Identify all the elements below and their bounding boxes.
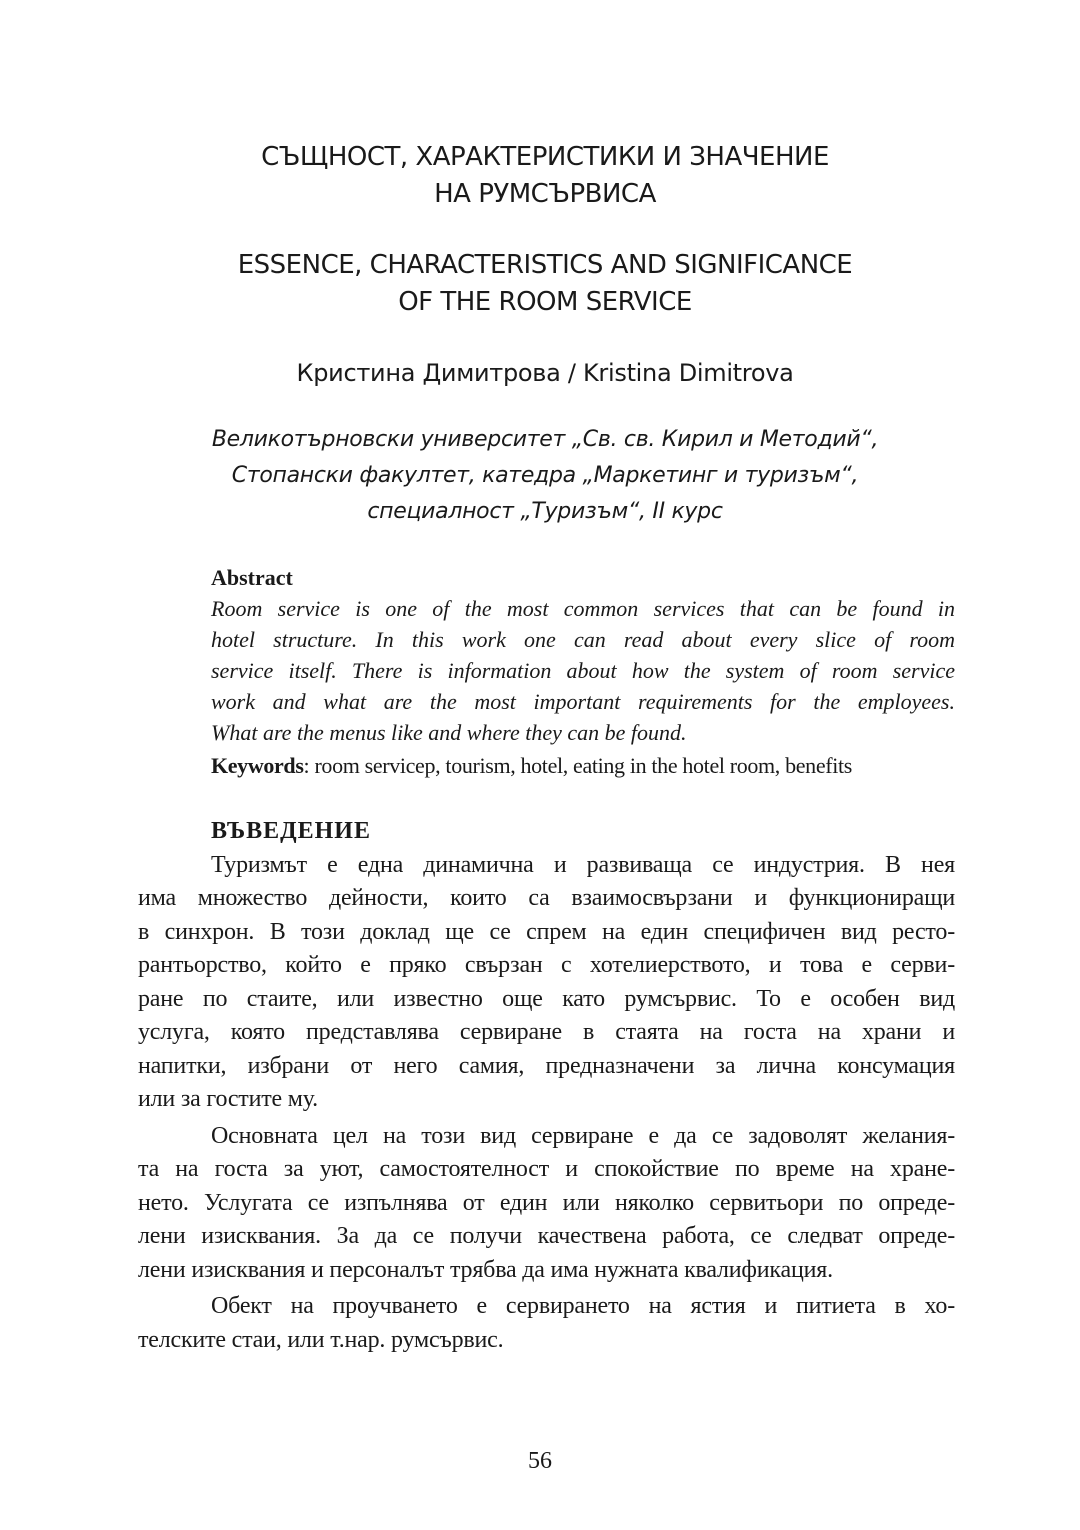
abstract-line: service itself. There is information about how the system of room service: [211, 658, 955, 683]
body-text: [138, 815, 955, 1357]
paragraph-line: услуга, която представлява сервиране в стаята на госта на храни и: [138, 1019, 955, 1045]
abstract-block: [211, 562, 955, 781]
abstract-line: work and what are the most important requirements for the employees.: [211, 689, 955, 714]
paragraph-line: телските стаи, или т.нар. румсървис.: [138, 1326, 504, 1353]
abstract-heading: Abstract: [211, 565, 293, 590]
paragraph-line: лени изисквания. За да се получи качествена работа, се следват опреде-: [138, 1223, 955, 1249]
paragraph-line: лени изисквания и персоналът трябва да има нужната квалификация.: [138, 1256, 833, 1283]
affiliation-line-3: специалност „Туризъм“, II курс: [367, 499, 723, 524]
title-english: [140, 247, 950, 321]
paragraph-line: или за гостите му.: [138, 1086, 318, 1112]
paragraph-line: в синхрон. В този доклад ще се спрем на един специфичен вид ресто-: [138, 918, 955, 945]
paragraph-line: Туризмът е една динамична и развиваща се индустрия. В нея: [211, 851, 955, 878]
keywords-label: Keywords: [211, 753, 304, 778]
affiliation-line-2: Стопански факултет, катедра „Маркетинг и туризъм“,: [231, 463, 859, 488]
paragraph-line: Обект на проучването е сервирането на ястия и питиета в хо-: [211, 1293, 955, 1319]
paragraph-line: та на госта за уют, самостоятелност и спокойствие по време на хране-: [138, 1156, 955, 1182]
author-affiliation: [130, 422, 960, 530]
abstract-line: Room service is one of the most common services that can be found in: [211, 596, 955, 621]
abstract-line: What are the menus like and where they can be found.: [211, 720, 687, 745]
title-bg-line-2: НА РУМСЪРВИСА: [434, 179, 656, 209]
section-heading: ВЪВЕДЕНИЕ: [211, 818, 371, 844]
paragraph-line: нето. Услугата се изпълнява от един или няколко сервитьори по опреде-: [138, 1189, 955, 1216]
title-en-line-2: OF THE ROOM SERVICE: [398, 287, 692, 317]
page-number: 56: [528, 1448, 552, 1474]
title-en-line-1: ESSENCE, CHARACTERISTICS AND SIGNIFICANCE: [237, 250, 853, 280]
paragraph-line: рантьорство, който е пряко свързан с хотелиерството, и това е серви-: [138, 952, 955, 978]
paragraph-line: има множество дейности, които са взаимосвързани и функциониращи: [138, 885, 955, 911]
title-bulgarian: [140, 139, 950, 213]
abstract-line: hotel structure. In this work one can read about every slice of room: [211, 627, 955, 652]
paragraph-line: Основната цел на този вид сервиране е да се задоволят желания-: [211, 1122, 955, 1149]
paragraph-line: ране по стаите, или известно още като румсървис. То е особен вид: [138, 985, 955, 1012]
keywords-line: [211, 750, 955, 781]
affiliation-line-1: Великотърновски университет „Св. св. Кирил и Методий“,: [211, 427, 879, 452]
author-name: Кристина Димитрова / Kristina Dimitrova: [296, 359, 794, 387]
paragraph-line: напитки, избрани от него самия, предназначени за лична консумация: [138, 1052, 955, 1079]
title-bg-line-1: СЪЩНОСТ, ХАРАКТЕРИСТИКИ И ЗНАЧЕНИЕ: [261, 142, 829, 172]
keywords-text: : room servicep, tourism, hotel, eating in the hotel room, benefits: [303, 753, 852, 778]
